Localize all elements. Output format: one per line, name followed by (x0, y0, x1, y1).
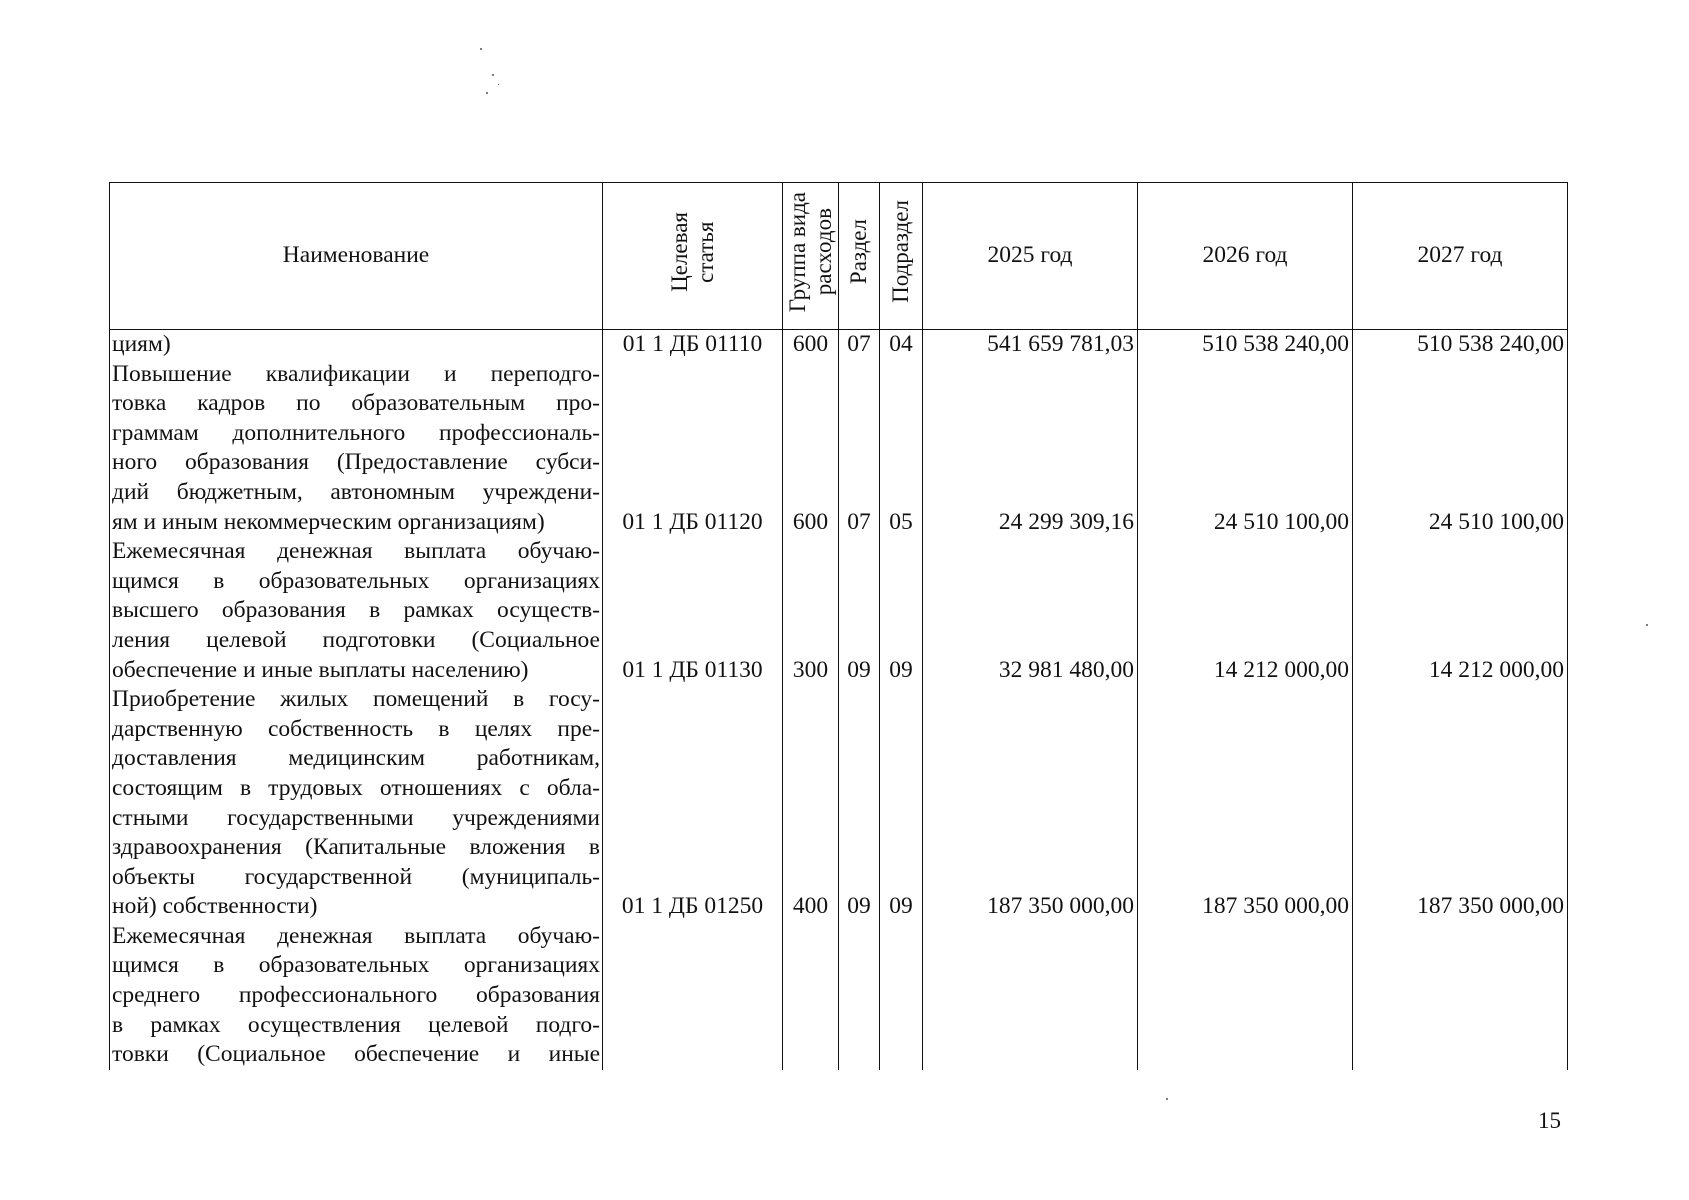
header-expense-group-text: Группа вида расходов (784, 191, 836, 312)
scan-speck (498, 84, 499, 85)
header-subsection (880, 183, 923, 330)
cell-y2025: 32 981 480,00 (998, 656, 1134, 683)
header-target-article (603, 183, 783, 330)
header-year-2027: 2027 год (1353, 183, 1568, 330)
cell-expense-group: 400 (792, 893, 829, 920)
header-target-article-text: Целевая статья (666, 211, 718, 292)
header-section-text: Раздел (846, 219, 871, 285)
cell-section: 09 (847, 893, 871, 920)
name-line: состоящим в трудовых отношениях с обла- (112, 774, 600, 801)
cell-subsection: 04 (889, 331, 913, 357)
cell-y2025: 187 350 000,00 (987, 893, 1134, 920)
name-line: ям и иным некоммерческим организациям) (112, 508, 545, 535)
cell-section: 07 (847, 508, 871, 535)
cell-section: 09 (847, 656, 871, 683)
name-line: щимся в образовательных организациях (112, 567, 600, 594)
budget-table (109, 182, 1568, 1070)
cell-y2026: 187 350 000,00 (1202, 893, 1349, 920)
name-lines (112, 330, 600, 1070)
section-column (839, 330, 880, 1070)
name-column (110, 330, 603, 1070)
name-line: дий бюджетным, автономным учреждени- (112, 478, 600, 505)
scan-speck (492, 74, 494, 76)
cell-target-article: 01 1 ДБ 01250 (621, 893, 764, 920)
name-line: Повышение квалификации и переподго- (112, 360, 600, 387)
header-section (839, 183, 880, 330)
name-line: щимся в образовательных организациях (112, 952, 600, 979)
name-line: обеспечение и иные выплаты населению) (112, 656, 529, 683)
header-subsection-text: Подраздел (888, 200, 913, 304)
cell-y2027: 510 538 240,00 (1417, 331, 1564, 357)
name-line: ления целевой подготовки (Социальное (112, 626, 600, 653)
name-line: здравоохранения (Капитальные вложения в (112, 834, 600, 861)
cell-subsection: 09 (889, 893, 913, 920)
name-line: Ежемесячная денежная выплата обучаю- (112, 922, 600, 949)
name-line: циям) (112, 331, 171, 357)
cell-y2027: 24 510 100,00 (1428, 508, 1564, 535)
cell-target-article: 01 1 ДБ 01130 (622, 656, 763, 683)
name-line: среднего профессионального образования (112, 982, 600, 1009)
name-line: дарственную собственность в целях пре- (112, 715, 600, 742)
year-2025-column (923, 330, 1138, 1070)
name-line: товка кадров по образовательным про- (112, 390, 600, 417)
name-line: Ежемесячная денежная выплата обучаю- (112, 538, 600, 565)
header-expense-group (783, 183, 839, 330)
subsection-column (880, 330, 923, 1070)
cell-y2026: 14 212 000,00 (1213, 656, 1349, 683)
page-number: 15 (1538, 1108, 1561, 1133)
cell-expense-group: 300 (792, 656, 829, 683)
cell-y2027: 14 212 000,00 (1428, 656, 1564, 683)
cell-section: 07 (847, 331, 871, 357)
cell-y2025: 24 299 309,16 (998, 508, 1134, 535)
name-line: ной) собственности) (112, 893, 318, 920)
name-line: стными государственными учреждениями (112, 804, 600, 831)
table-body-row (110, 330, 1568, 1070)
header-name: Наименование (110, 183, 603, 330)
name-line: ного образования (Предоставление субси- (112, 449, 600, 476)
name-line: товки (Социальное обеспечение и иные (112, 1041, 600, 1068)
target-article-column (603, 330, 783, 1070)
scan-speck (1646, 624, 1648, 626)
year-2026-column (1138, 330, 1353, 1070)
name-line: в рамках осуществления целевой подго- (112, 1011, 600, 1038)
cell-target-article: 01 1 ДБ 01110 (622, 331, 763, 357)
cell-target-article: 01 1 ДБ 01120 (622, 508, 763, 535)
cell-subsection: 05 (889, 508, 913, 535)
expense-group-column (783, 330, 839, 1070)
cell-y2025: 541 659 781,03 (987, 331, 1134, 357)
cell-expense-group: 600 (792, 508, 829, 535)
cell-y2027: 187 350 000,00 (1417, 893, 1564, 920)
scan-speck (486, 92, 488, 94)
name-line: доставления медицинским работникам, (112, 745, 600, 772)
cell-y2026: 24 510 100,00 (1213, 508, 1349, 535)
name-line: объекты государственной (муниципаль- (112, 863, 600, 890)
scan-speck (1166, 1098, 1168, 1100)
scan-speck (480, 48, 482, 50)
name-line: Приобретение жилых помещений в госу- (112, 686, 600, 713)
cell-y2026: 510 538 240,00 (1202, 331, 1349, 357)
name-line: высшего образования в рамках осуществ- (112, 597, 600, 624)
header-row (110, 183, 1568, 330)
header-year-2026: 2026 год (1138, 183, 1353, 330)
cell-expense-group: 600 (792, 331, 829, 357)
year-2027-column (1353, 330, 1568, 1070)
name-line: граммам дополнительного профессиональ- (112, 419, 600, 446)
header-year-2025: 2025 год (923, 183, 1138, 330)
cell-subsection: 09 (889, 656, 913, 683)
